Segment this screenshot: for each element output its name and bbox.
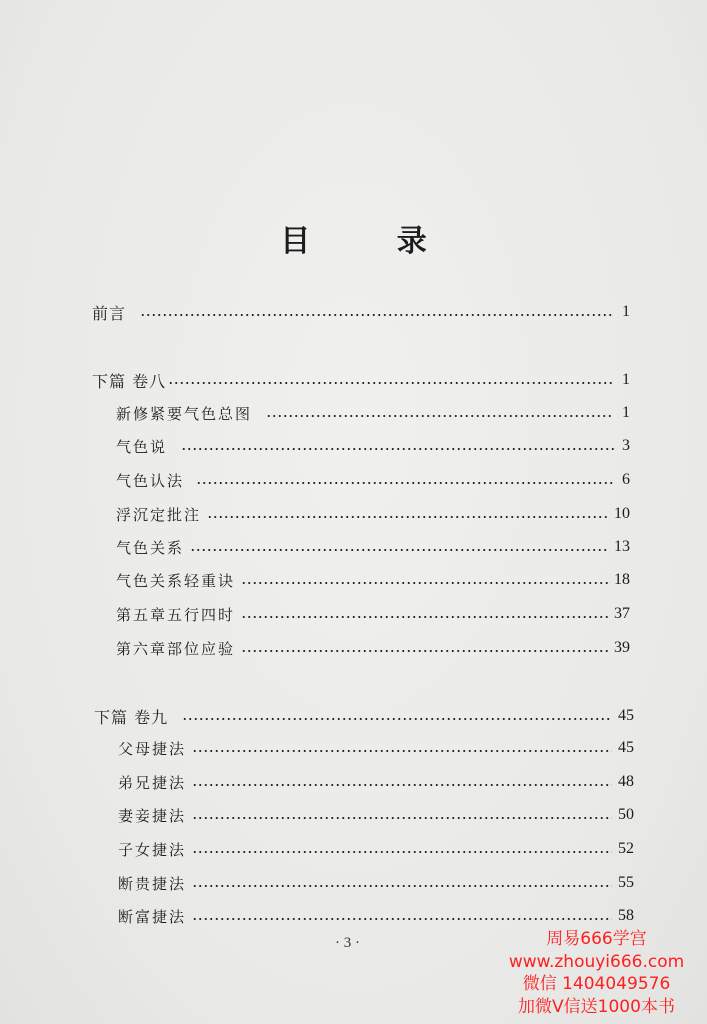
toc-entry-page: 55 xyxy=(618,874,634,891)
toc-entry-label: 气色关系轻重诀 xyxy=(116,571,236,590)
toc-entry-label: 弟兄捷法 xyxy=(118,773,187,792)
toc-section-page: 1 xyxy=(622,371,630,388)
toc-leader-dots xyxy=(168,382,614,384)
toc-entry[interactable] xyxy=(116,401,630,425)
toc-section-page: 45 xyxy=(618,707,634,724)
toc-entry[interactable] xyxy=(118,736,634,760)
watermark xyxy=(494,928,699,1018)
toc-entry-label: 子女捷法 xyxy=(118,840,187,859)
toc-entry-label: 新修紧要气色总图 xyxy=(116,404,253,423)
toc-entry[interactable] xyxy=(116,568,630,592)
toc-entry-label: 断富捷法 xyxy=(118,907,187,926)
toc-leader-dots xyxy=(190,549,608,551)
toc-entry-page: 18 xyxy=(614,571,630,588)
toc-leader-dots xyxy=(182,718,612,720)
watermark-line: 周易666学宫 xyxy=(546,929,647,949)
toc-entry-page: 1 xyxy=(622,303,630,320)
watermark-line: 微信 1404049576 xyxy=(522,974,671,994)
toc-entry-page: 6 xyxy=(622,471,630,488)
watermark-website: www.zhouyi666.com xyxy=(508,951,685,972)
toc-entry-label: 前言 xyxy=(92,303,127,323)
toc-entry-page: 39 xyxy=(614,639,630,656)
page-number: · 3 · xyxy=(335,935,360,951)
toc-entry-label: 气色说 xyxy=(116,437,168,456)
toc-title: 目 录 xyxy=(280,224,465,259)
toc-entry-label: 气色认法 xyxy=(116,471,185,490)
toc-entry[interactable] xyxy=(118,770,634,794)
toc-entry[interactable] xyxy=(118,837,634,861)
toc-entry-label: 父母捷法 xyxy=(118,739,187,758)
toc-leader-dots xyxy=(196,482,614,484)
toc-entry[interactable] xyxy=(118,871,634,895)
toc-entry-preface[interactable] xyxy=(92,300,630,324)
toc-entry-page: 10 xyxy=(614,505,630,522)
toc-leader-dots xyxy=(181,448,614,450)
toc-section-label: 下篇 卷八 xyxy=(92,371,167,391)
watermark-line: 加微V信送1000本书 xyxy=(518,996,675,1017)
toc-entry-page: 1 xyxy=(622,404,630,421)
toc-entry-page: 58 xyxy=(618,907,634,924)
toc-entry-label: 第五章五行四时 xyxy=(116,605,236,624)
toc-entry-label: 气色关系 xyxy=(116,538,185,557)
toc-entry[interactable] xyxy=(116,502,630,526)
toc-entry-page: 45 xyxy=(618,739,634,756)
toc-section-heading-1[interactable] xyxy=(92,368,630,392)
toc-entry[interactable] xyxy=(116,602,630,626)
toc-leader-dots xyxy=(192,784,612,786)
toc-entry[interactable] xyxy=(116,468,630,492)
toc-entry-page: 52 xyxy=(618,840,634,857)
toc-entry-label: 断贵捷法 xyxy=(118,874,187,893)
toc-leader-dots xyxy=(266,415,614,417)
toc-entry[interactable] xyxy=(118,904,634,928)
toc-leader-dots xyxy=(140,314,614,316)
toc-leader-dots xyxy=(192,885,612,887)
toc-leader-dots xyxy=(192,817,612,819)
toc-entry-label: 妻妾捷法 xyxy=(118,806,187,825)
toc-entry-page: 3 xyxy=(622,437,630,454)
toc-entry-page: 13 xyxy=(614,538,630,555)
toc-entry-page: 48 xyxy=(618,773,634,790)
toc-entry[interactable] xyxy=(116,636,630,660)
toc-leader-dots xyxy=(192,750,612,752)
toc-entry-label: 浮沉定批注 xyxy=(116,505,202,524)
toc-section-heading-2[interactable] xyxy=(94,704,634,728)
toc-entry[interactable] xyxy=(118,803,634,827)
toc-entry-label: 第六章部位应验 xyxy=(116,639,236,658)
toc-entry-page: 50 xyxy=(618,806,634,823)
toc-entry-page: 37 xyxy=(614,605,630,622)
toc-entry[interactable] xyxy=(116,535,630,559)
toc-section-label: 下篇 卷九 xyxy=(94,707,169,727)
toc-leader-dots xyxy=(192,851,612,853)
toc-leader-dots xyxy=(241,582,608,584)
toc-leader-dots xyxy=(241,650,608,652)
toc-leader-dots xyxy=(241,616,608,618)
toc-leader-dots xyxy=(207,516,608,518)
toc-entry[interactable] xyxy=(116,434,630,458)
toc-leader-dots xyxy=(192,918,612,920)
